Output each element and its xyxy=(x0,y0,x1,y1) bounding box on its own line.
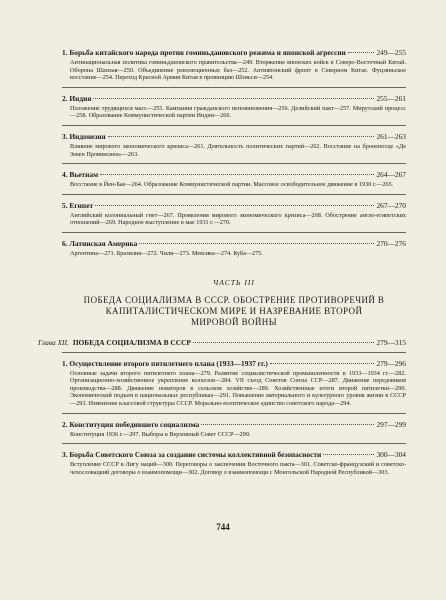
entry-title: 4. Вьетнам xyxy=(62,170,99,180)
entry-title: 2. Индия xyxy=(62,93,92,103)
entry-subtopics: Положение трудящихся масс—255. Кампания гражданского неповиновения—256. Делийский пакт—257. Мирутский процесс—258. Образование Коммунистической партии Индии—260. xyxy=(70,104,406,120)
divider xyxy=(62,443,406,444)
entry-title: 2. Конституция победившего социализма xyxy=(62,419,200,429)
entry-subtopics: Аргентина—271. Бразилия—272. Чили—273. Мексика—274. Куба—275. xyxy=(70,249,263,257)
leader-dots xyxy=(108,136,375,137)
chapter-pages: 279—315 xyxy=(376,337,406,347)
entry-india xyxy=(62,94,406,126)
divider xyxy=(62,87,406,88)
leader-dots xyxy=(323,454,374,455)
entry-vietnam xyxy=(62,170,406,195)
page-number: 744 xyxy=(216,522,230,532)
entry-title: 6. Латинская Америка xyxy=(62,238,138,248)
entry-subtopics: Конституция 1936 г.—297. Выборы в Верховный Совет СССР—299. xyxy=(70,430,251,438)
chapter-prefix: Глава XII. xyxy=(38,337,69,347)
entry-title: 3. Индонезия xyxy=(62,131,106,141)
leader-dots xyxy=(93,98,374,99)
entry-title: 1. Осуществление второго пятилетнего плана (1933—1937 гг.) xyxy=(62,358,268,368)
leader-dots xyxy=(100,174,374,175)
leader-dots xyxy=(201,424,374,425)
entry-pages: 264—267 xyxy=(376,170,406,180)
entry-pages: 270—276 xyxy=(376,238,406,248)
leader-dots xyxy=(348,52,375,53)
entry-indonesia xyxy=(62,132,406,164)
entry-pages: 261—263 xyxy=(376,131,406,141)
entry-pages: 267—270 xyxy=(376,200,406,210)
leader-dots xyxy=(193,342,375,343)
chapter-title: ПОБЕДА СОЦИАЛИЗМА В СССР xyxy=(72,337,191,347)
divider xyxy=(62,163,406,164)
entry-subtopics: Вступление СССР в Лигу наций—300. Переговоры о заключении Восточного пакта—301. Советско-французский и советско-чехословацкий договоры о взаимопомощи—302. Договор о взаимопомощи с Монгольской Народной Республикой—303. xyxy=(70,461,406,476)
entry-title: 1. Борьба китайского народа против гоминьдановского режима и японской агрессии xyxy=(62,48,346,57)
entry-egypt xyxy=(62,201,406,233)
divider xyxy=(62,352,406,353)
entry-second-five-year-plan xyxy=(62,359,406,414)
entry-title: 3. Борьба Советского Союза за создание системы коллективной безопасности xyxy=(62,450,322,460)
entry-title: 5. Египет xyxy=(62,200,94,210)
divider xyxy=(62,125,406,126)
entry-pages: 300—304 xyxy=(376,450,406,460)
entry-subtopics: Английский колониальный гнет—267. Проявления мирового экономического кризиса—268. Обострение англо-египетских отношений—269. Народное выступление в мае 1931 г.—270. xyxy=(70,211,406,227)
divider xyxy=(62,413,406,414)
entry-subtopics: Влияние мирового экономического кризиса—261. Деятельность политических партий—262. Восстание на броненосце «Де Зевен Провинсиен»—263. xyxy=(70,142,406,158)
leader-dots xyxy=(95,205,374,206)
part-title: ПОБЕДА СОЦИАЛИЗМА В СССР. ОБОСТРЕНИЕ ПРОТИВОРЕЧИЙ В КАПИТАЛИСТИЧЕСКОМ МИРЕ И НАЗРЕВАНИЕ ВТОРОЙ МИРОВОЙ ВОЙНЫ xyxy=(83,294,385,327)
entry-constitution xyxy=(62,420,406,445)
entry-subtopics: Основные задачи второго пятилетнего плана—279. Развитие социалистической промышленности в 1933—1934 гг.—282. Организационно-хозяйственное укрепление колхозов—284. VII съезд Советов Союза ССР—287. Движение передовиков производства—288. Движение новаторов в сельском хозяйстве—289. Хозяйственные итоги второй пятилетки—290. Экономический подъем в национальных республиках—291. Повышение материального и культурного уровня жизни в СССР—293. Изменение классовой структуры СССР. Морально-политическое единство советского народа—294. xyxy=(70,369,406,407)
leader-dots xyxy=(270,363,375,364)
entry-subtopics: Восстание в Йен-Бае—264. Образование Коммунистической партии. Массовое освободительное движение в 1930 г.—265. xyxy=(70,181,394,189)
entry-china xyxy=(62,48,406,88)
chapter-heading xyxy=(38,337,406,353)
entry-pages: 279—296 xyxy=(376,358,406,368)
entry-pages: 249—255 xyxy=(376,48,406,57)
divider xyxy=(62,194,406,195)
leader-dots xyxy=(139,243,374,244)
part-heading: ЧАСТЬ III xyxy=(213,277,255,287)
entry-subtopics: Антинациональная политика гоминьдановского правительства—249. Вторжение японских войск в Северо-Восточный Китай. Оборона Шанхая—250. Объединение революционных баз—252. Антияпонский фронт в Северном Китае. Фуцзяньское восстание—254. Переход Красной Армии Китая в провинцию Шэньси—254. xyxy=(70,59,406,82)
divider xyxy=(62,232,406,233)
entry-latin-america xyxy=(62,239,406,258)
entry-pages: 255—261 xyxy=(376,93,406,103)
entry-collective-security xyxy=(62,450,406,476)
entry-pages: 297—299 xyxy=(376,419,406,429)
